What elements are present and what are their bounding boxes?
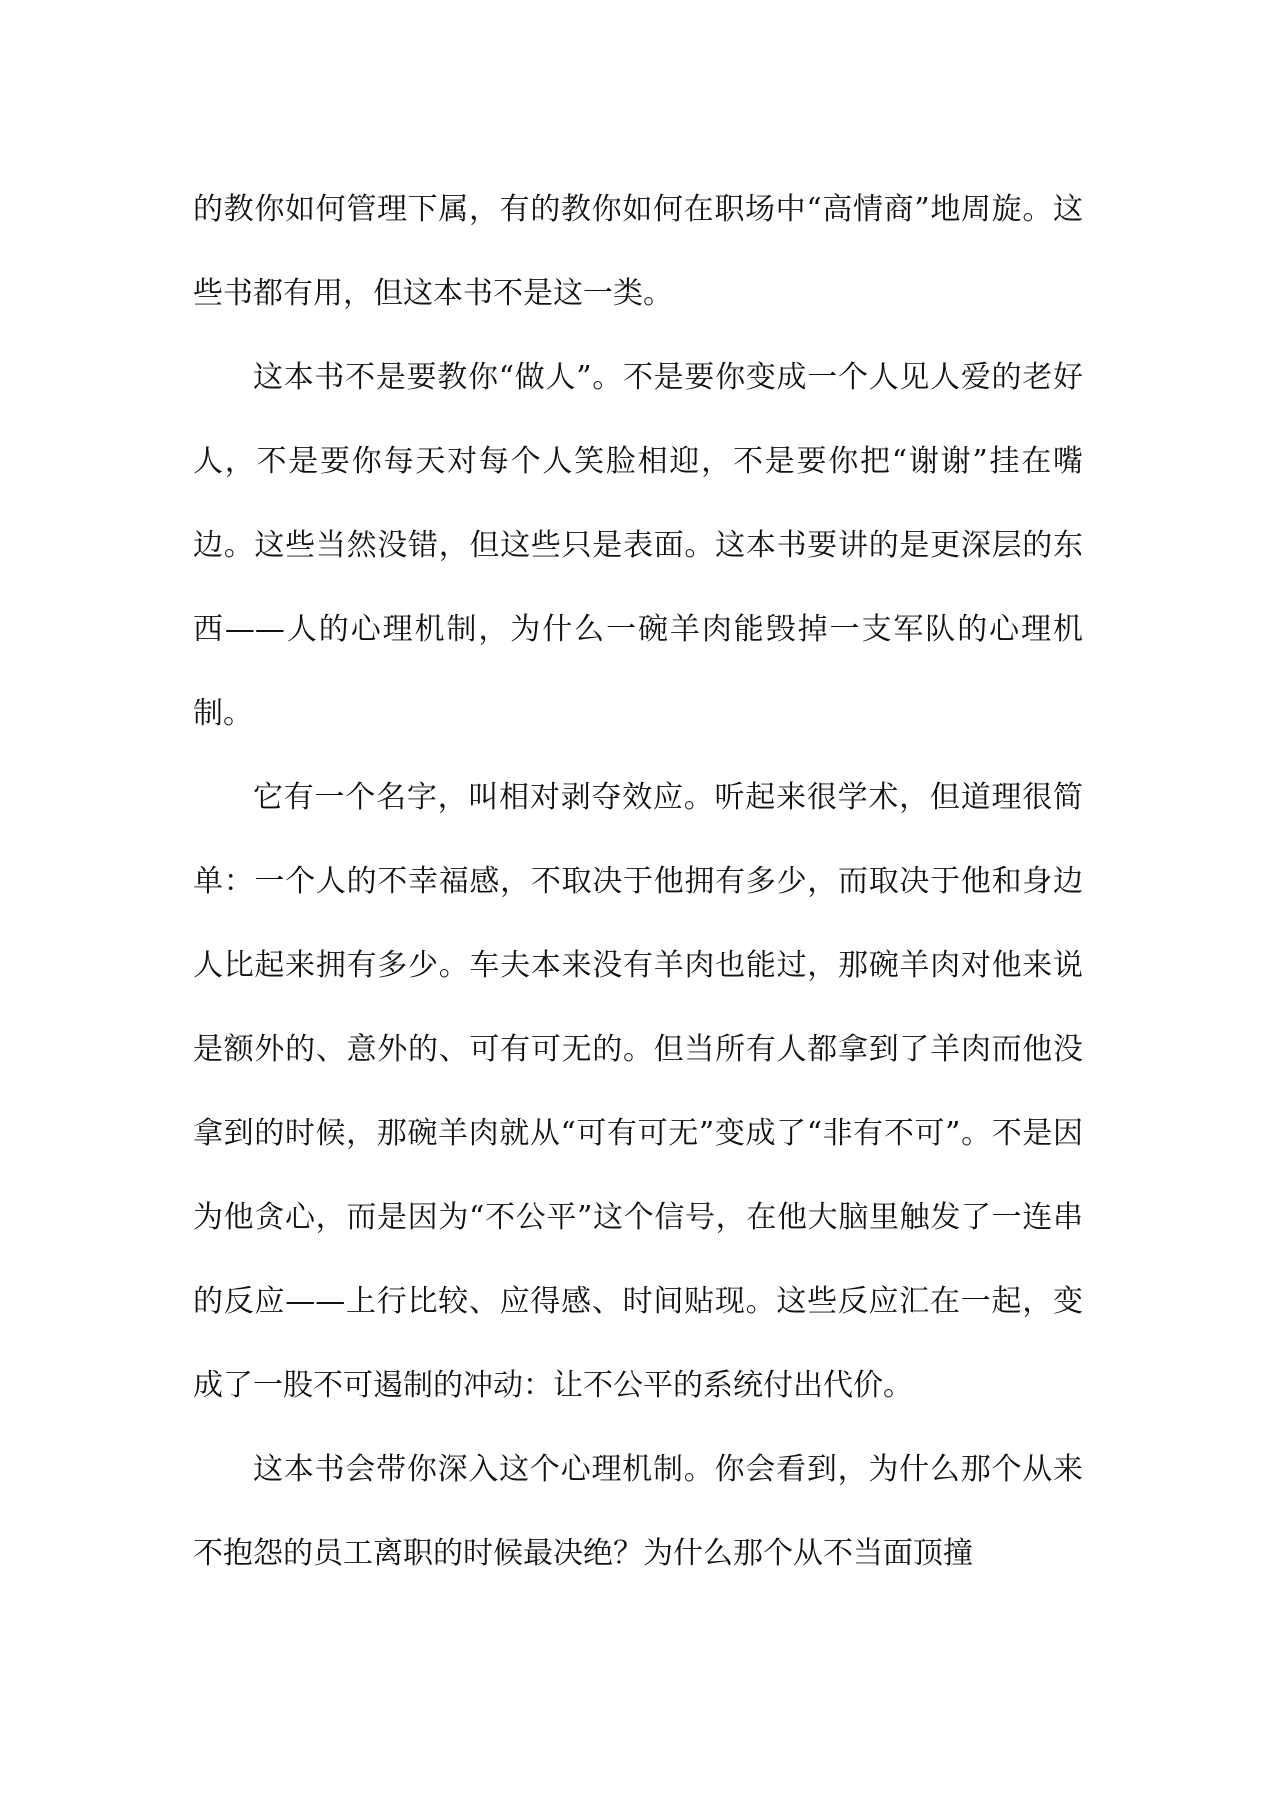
paragraph-2: 这本书不是要教你“做人”。不是要你变成一个人见人爱的老好人，不是要你每天对每个人笑脸相迎，不是要你把“谢谢”挂在嘴边。这些当然没错，但这些只是表面。这本书要讲的是更深层的东西——人的心理机制，为什么一碗羊肉能毁掉一支军队的心理机制。 (193, 360, 1083, 731)
body-text (193, 168, 1083, 1596)
paragraph-1: 的教你如何管理下属，有的教你如何在职场中“高情商”地周旋。这些书都有用，但这本书不是这一类。 (193, 192, 1083, 311)
paragraph-3: 它有一个名字，叫相对剥夺效应。听起来很学术，但道理很简单：一个人的不幸福感，不取决于他拥有多少，而取决于他和身边人比起来拥有多少。车夫本来没有羊肉也能过，那碗羊肉对他来说是额外的、意外的、可有可无的。但当所有人都拿到了羊肉而他没拿到的时候，那碗羊肉就从“可有可无”变成了“非有不可”。不是因为他贪心，而是因为“不公平”这个信号，在他大脑里触发了一连串的反应——上行比较、应得感、时间贴现。这些反应汇在一起，变成了一股不可遏制的冲动：让不公平的系统付出代价。 (193, 780, 1083, 1403)
paragraph-4: 这本书会带你深入这个心理机制。你会看到，为什么那个从来不抱怨的员工离职的时候最决绝？为什么那个从不当面顶撞 (193, 1452, 1083, 1571)
